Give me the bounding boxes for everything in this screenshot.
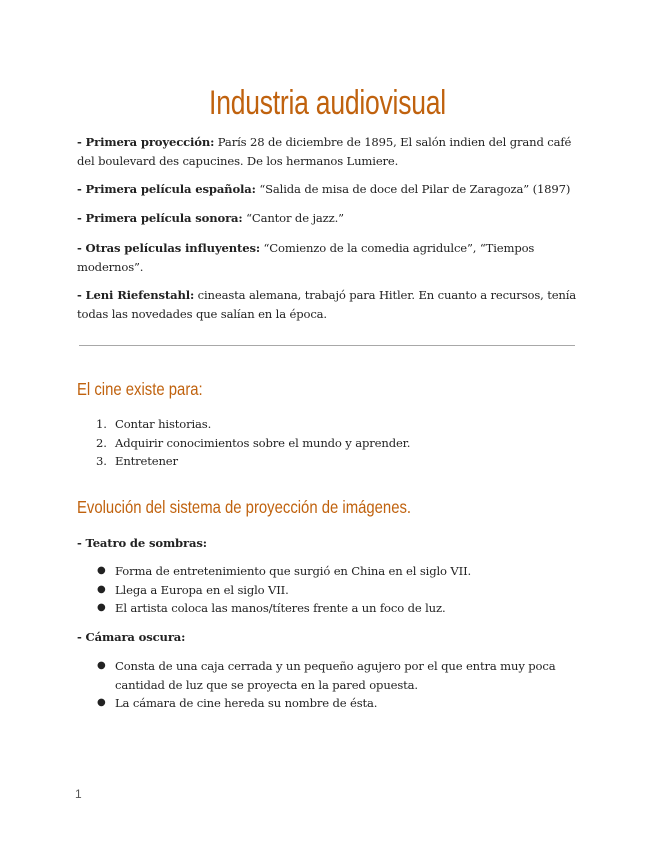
heading-cine-existe: El cine existe para: <box>77 379 203 399</box>
bullet-icon: ● <box>97 660 106 671</box>
subheading-camara-oscura: - Cámara oscura: <box>77 630 186 644</box>
bullet-icon: ● <box>97 697 106 708</box>
page-number: 1 <box>75 787 82 801</box>
fact-text: “Comienzo de la comedia agridulce”, “Tiempos modernos”. <box>77 241 535 274</box>
horizontal-divider <box>79 345 575 346</box>
fact-primera-pelicula-sonora <box>77 209 582 228</box>
list-item-text: El artista coloca las manos/títeres frente a un foco de luz. <box>115 601 446 615</box>
list-item <box>77 452 582 471</box>
fact-label: - Primera película española: <box>77 182 256 196</box>
fact-text: “Cantor de jazz.” <box>242 211 344 225</box>
fact-otras-peliculas <box>77 239 582 276</box>
fact-label: - Otras películas influyentes: <box>77 241 260 255</box>
list-item <box>77 599 582 618</box>
list-item <box>77 434 582 453</box>
heading-evolucion: Evolución del sistema de proyección de imágenes. <box>77 497 412 517</box>
fact-leni-riefenstahl <box>77 286 582 323</box>
bullet-icon: ● <box>97 565 106 576</box>
list-item-text: Llega a Europa en el siglo VII. <box>115 582 289 597</box>
list-item-text: Consta de una caja cerrada y un pequeño agujero por el que entra muy poca cantidad de luz que se proyecta en la pared opuesta. <box>115 659 556 692</box>
subheading-teatro-sombras: - Teatro de sombras: <box>77 536 207 550</box>
fact-label: - Primera proyección: <box>77 135 215 149</box>
list-item <box>77 562 582 581</box>
bullet-icon: ● <box>97 583 106 595</box>
fact-primera-proyeccion <box>77 133 582 170</box>
list-number: 3. <box>96 454 107 468</box>
list-item-text: Adquirir conocimientos sobre el mundo y aprender. <box>115 435 411 450</box>
fact-primera-pelicula-espanola <box>77 180 582 199</box>
list-item-text: Forma de entretenimiento que surgió en China en el siglo VII. <box>115 564 472 578</box>
fact-label: - Primera película sonora: <box>77 211 243 225</box>
fact-text: cineasta alemana, trabajó para Hitler. En cuanto a recursos, tenía todas las novedades que salían en la época. <box>77 288 577 321</box>
list-item <box>77 581 582 600</box>
list-number: 1. <box>96 417 107 431</box>
fact-text: París 28 de diciembre de 1895, El salón indien del grand café del boulevard des capucines. De los hermanos Lumiere. <box>77 135 572 168</box>
page-title: Industria audiovisual <box>209 84 446 122</box>
camara-oscura-list <box>77 657 557 713</box>
bullet-icon: ● <box>97 602 106 613</box>
cine-purpose-list <box>77 415 582 471</box>
list-item-text: La cámara de cine hereda su nombre de ésta. <box>115 696 378 710</box>
list-item-text: Contar historias. <box>115 417 212 431</box>
fact-label: - Leni Riefenstahl: <box>77 288 195 302</box>
fact-text: “Salida de misa de doce del Pilar de Zaragoza” (1897) <box>255 182 571 196</box>
teatro-sombras-list <box>77 562 582 618</box>
list-item <box>77 694 557 713</box>
list-number: 2. <box>96 435 107 450</box>
list-item-text: Entretener <box>115 454 178 468</box>
list-item <box>77 415 582 434</box>
list-item <box>77 657 557 694</box>
